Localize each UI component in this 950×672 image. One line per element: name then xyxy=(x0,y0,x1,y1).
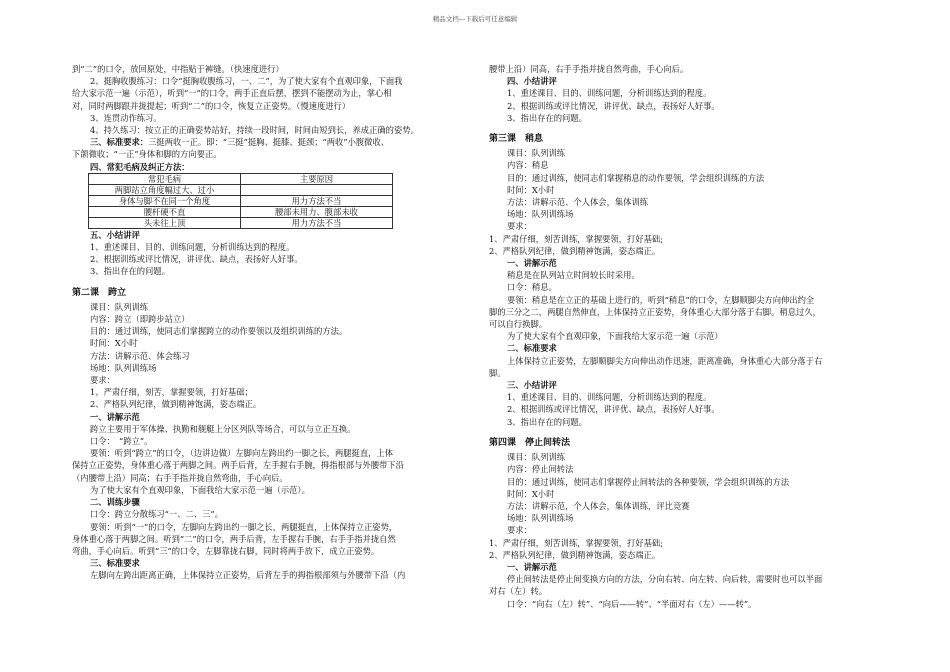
info-line: 目的：通过训练，使同志们掌握跨立的动作要领以及组织训练的方法。 xyxy=(90,326,348,337)
right-column xyxy=(489,63,879,610)
list-item: 2、根据训练或评比情况，讲评优、缺点，表扬好人好事。 xyxy=(507,404,720,415)
info-line: 内容：稍息 xyxy=(507,160,549,171)
text-line: 可以自行换脚。 xyxy=(489,319,548,330)
list-item: 1、重述课目、目的、训练问题，分析训练达到的程度。 xyxy=(507,88,712,99)
list-item: 3、指出存在的问题。 xyxy=(90,266,170,277)
list-item: 3、指出存在的问题。 xyxy=(507,112,587,123)
errors-table xyxy=(88,173,393,229)
text-line: 左脚向左跨出距离正确，上体保持立正姿势，后背左手的拇指根部须与外腰带下沿（内 xyxy=(90,570,406,581)
info-line: 方法：讲解示范，个人体会，集体训练，评比竞赛 xyxy=(507,500,690,511)
section-heading: 五、小结讲评 xyxy=(90,229,140,240)
text-line: 口令： “跨立”。 xyxy=(90,436,153,447)
standard-paragraph xyxy=(72,136,468,148)
table-cell: 用力方法不当 xyxy=(241,195,393,206)
table-cell: 头未往上顶 xyxy=(89,217,241,228)
info-line: 时间：X小时 xyxy=(90,338,138,349)
table-cell xyxy=(241,184,393,195)
table-cell: 腰部未用力、腹部未收 xyxy=(241,206,393,217)
info-line: 方法：讲解示范、个人体会，集体训练 xyxy=(507,197,649,208)
info-line: 时间：X小时 xyxy=(507,488,555,499)
section-heading: 一、讲解示范 xyxy=(507,258,557,269)
text-line: 要领：听到“跨立”的口令，（边讲边做）左脚向左跨出约一脚之长，两腿挺直，上体 xyxy=(90,448,394,459)
info-line: 场地：队列训练场 xyxy=(507,209,574,220)
text-line: 3、连贯动作练习。 xyxy=(90,112,162,123)
table-header: 常犯毛病 xyxy=(89,173,241,184)
text-line: 身体重心落于两脚之间。听到“二”的口令，两手后背，左手握右手腕，右手手指并拢自然 xyxy=(72,533,396,544)
text-line: 口令：“向右（左）转”、“向后——转”、“半面对右（左）——转”。 xyxy=(507,598,757,609)
list-item: 2、严格队列纪律，做到精神饱满，姿态端正。 xyxy=(489,549,661,560)
info-line: 时间：X小时 xyxy=(507,184,555,195)
text-line: 要领：听到“一”的口令，左脚向左跨出约一脚之长，两腿挺直，上体保持立正姿势， xyxy=(90,521,398,532)
list-item: 3、指出存在的问题。 xyxy=(507,416,587,427)
lesson-title: 第三课 稍息 xyxy=(489,134,544,145)
info-line: 场地：队列训练场 xyxy=(507,513,574,524)
text-line: 要领：稍息是在立正的基础上进行的，听到“稍息”的口令，左脚顺脚尖方向伸出约全 xyxy=(507,294,815,305)
text-line: 4、持久练习：按立正的正确姿势站好，持续一段时间，时间由短到长，养成正确的姿势。 xyxy=(90,125,419,136)
list-item: 1、重述课目、目的、训练问题，分析训练达到的程度。 xyxy=(507,392,712,403)
info-line: 目的：通过训练，使同志们掌握停止间转法的各种要领，学会组织训练的方法 xyxy=(507,476,790,487)
text-line: 保持立正姿势，身体重心落于两脚之间。两手后背，左手握右手腕，拇指根部与外腰带下沿 xyxy=(72,460,404,471)
table-cell: 腰杆硬不直 xyxy=(89,206,241,217)
info-line: 要求： xyxy=(90,375,115,386)
list-item: 1、严肃仔细，刻苦训练，掌握要领，打好基础; xyxy=(489,537,664,548)
text-line: 2、挺胸收腹练习：口令“挺胸收腹练习，一、二”，为了使大家有个直观印象，下面我 xyxy=(90,76,403,87)
info-line: 内容：停止间转法 xyxy=(507,464,574,475)
section-heading: 四、小结讲评 xyxy=(507,76,557,87)
section-heading: 三、小结讲评 xyxy=(507,380,557,391)
text-line: 三挺两收一正。即：“三挺”挺胸、挺膝、挺颈；“两收”小腹微收、 xyxy=(148,137,390,148)
section-heading: 二、标准要求 xyxy=(507,343,557,354)
page-header: 精品文档---下载后可任意编辑 xyxy=(432,15,518,23)
text-line: 脚。 xyxy=(489,367,506,378)
text-line: 跨立主要用于军体操、执勤和舰艇上分区列队等场合，可以与立正互换。 xyxy=(90,423,356,434)
section-heading: 一、讲解示范 xyxy=(507,561,557,572)
text-line: （内腰带上沿）同高；右手手指并拢自然弯曲，手心向后。 xyxy=(72,472,288,483)
text-line: 口令：跨立分散练习“一、二、三”。 xyxy=(90,509,223,520)
info-line: 场地：队列训练场 xyxy=(90,362,157,373)
info-line: 目的：通过训练，使同志们掌握稍息的动作要领，学会组织训练的方法 xyxy=(507,172,765,183)
section-heading: 三、标准要求 xyxy=(90,558,140,569)
info-line: 要求： xyxy=(507,221,532,232)
list-item: 2、根据训练或评比情况，讲评优、缺点，表扬好人好事。 xyxy=(507,100,720,111)
list-item: 1、重述课目、目的、训练问题，分析训练达到的程度。 xyxy=(90,242,295,253)
table-row xyxy=(89,184,393,195)
info-line: 方法：讲解示范、体会练习 xyxy=(90,350,190,361)
table-row xyxy=(89,206,393,217)
info-line: 课目：队列训练 xyxy=(507,148,566,159)
section-heading: 一、讲解示范 xyxy=(90,411,140,422)
text-line: 腰带上沿）同高，右手手指并拢自然弯曲，手心向后。 xyxy=(489,64,689,74)
text-line: 口令：稍息。 xyxy=(507,282,557,293)
text-line: 对右（左）转。 xyxy=(489,586,548,597)
text-line: 停止间转法是停止间变换方向的方法，分向右转、向左转、向后转，需要时也可以半面 xyxy=(507,574,823,585)
text-line: 为了使大家有个直观印象，下面我给大家示范一遍（示范）。 xyxy=(90,484,310,495)
text-line: 上体保持立正姿势，左脚顺脚尖方向伸出动作迅速，距离准确，身体重心大部分落于右 xyxy=(507,355,823,366)
info-line: 课目：队列训练 xyxy=(90,301,149,312)
text-line: 下颌微收；“一正”身体和脚的方向要正。 xyxy=(72,149,222,160)
info-line: 内容：跨立（即跨步站立） xyxy=(90,314,190,325)
text-line: 给大家示范一遍（示范），听到“一”的口令，两手正直后摆，摆到不能摆动为止，掌心相 xyxy=(72,88,392,99)
table-row xyxy=(89,217,393,228)
info-line: 要求： xyxy=(507,525,532,536)
table-cell: 身体与脚不在同一个角度 xyxy=(89,195,241,206)
text-line: 脚的三分之二，两腿自然伸直，上体保持立正姿势，身体重心大部分落于右脚。稍息过久， xyxy=(489,306,821,317)
lesson-title: 第四课 停止间转法 xyxy=(489,437,571,448)
list-item: 1、严肃仔细，刻苦训练，掌握要领，打好基础; xyxy=(489,233,664,244)
section-heading: 三、标准要求： xyxy=(90,137,149,148)
table-row xyxy=(89,195,393,206)
list-item: 2、严格队列纪律，做到精神饱满，姿态端正。 xyxy=(489,245,661,256)
left-column xyxy=(72,63,468,582)
section-heading: 二、训练步骤 xyxy=(90,497,140,508)
list-item: 2、严格队列纪律，做到精神饱满，姿态端正。 xyxy=(90,399,262,410)
table-header-row xyxy=(89,173,393,184)
list-item: 1、严肃仔细，刻苦，掌握要领，打好基础； xyxy=(90,387,253,398)
table-cell: 两脚站立角度幅过大、过小 xyxy=(89,184,241,195)
text-line: 稍息是在队列站立时间较长时采用。 xyxy=(507,270,640,281)
info-line: 课目：队列训练 xyxy=(507,452,566,463)
section-heading: 四、常犯毛病及纠正方法： xyxy=(90,161,190,172)
list-item: 2、根据训练或评比情况，讲评优、缺点，表扬好人好事。 xyxy=(90,254,303,265)
text-line: 对，同时两脚跟并拢提起；听到“二”的口令，恢复立正姿势。（慢速度进行） xyxy=(72,100,351,111)
lesson-title: 第二课 跨立 xyxy=(72,287,127,298)
text-line: 为了使大家有个直观印象，下面我给大家示范一遍（示范） xyxy=(507,331,723,342)
text-line: 弯曲，手心向后。听到“三”的口令，左脚靠拢右脚，同时将两手放下，成立正姿势。 xyxy=(72,545,380,556)
text-line: 到“二”的口令，放回原处，中指贴于裤缝。（快速度进行） xyxy=(72,64,284,74)
table-cell: 用力方法不当 xyxy=(241,217,393,228)
table-header: 主要原因 xyxy=(241,173,393,184)
